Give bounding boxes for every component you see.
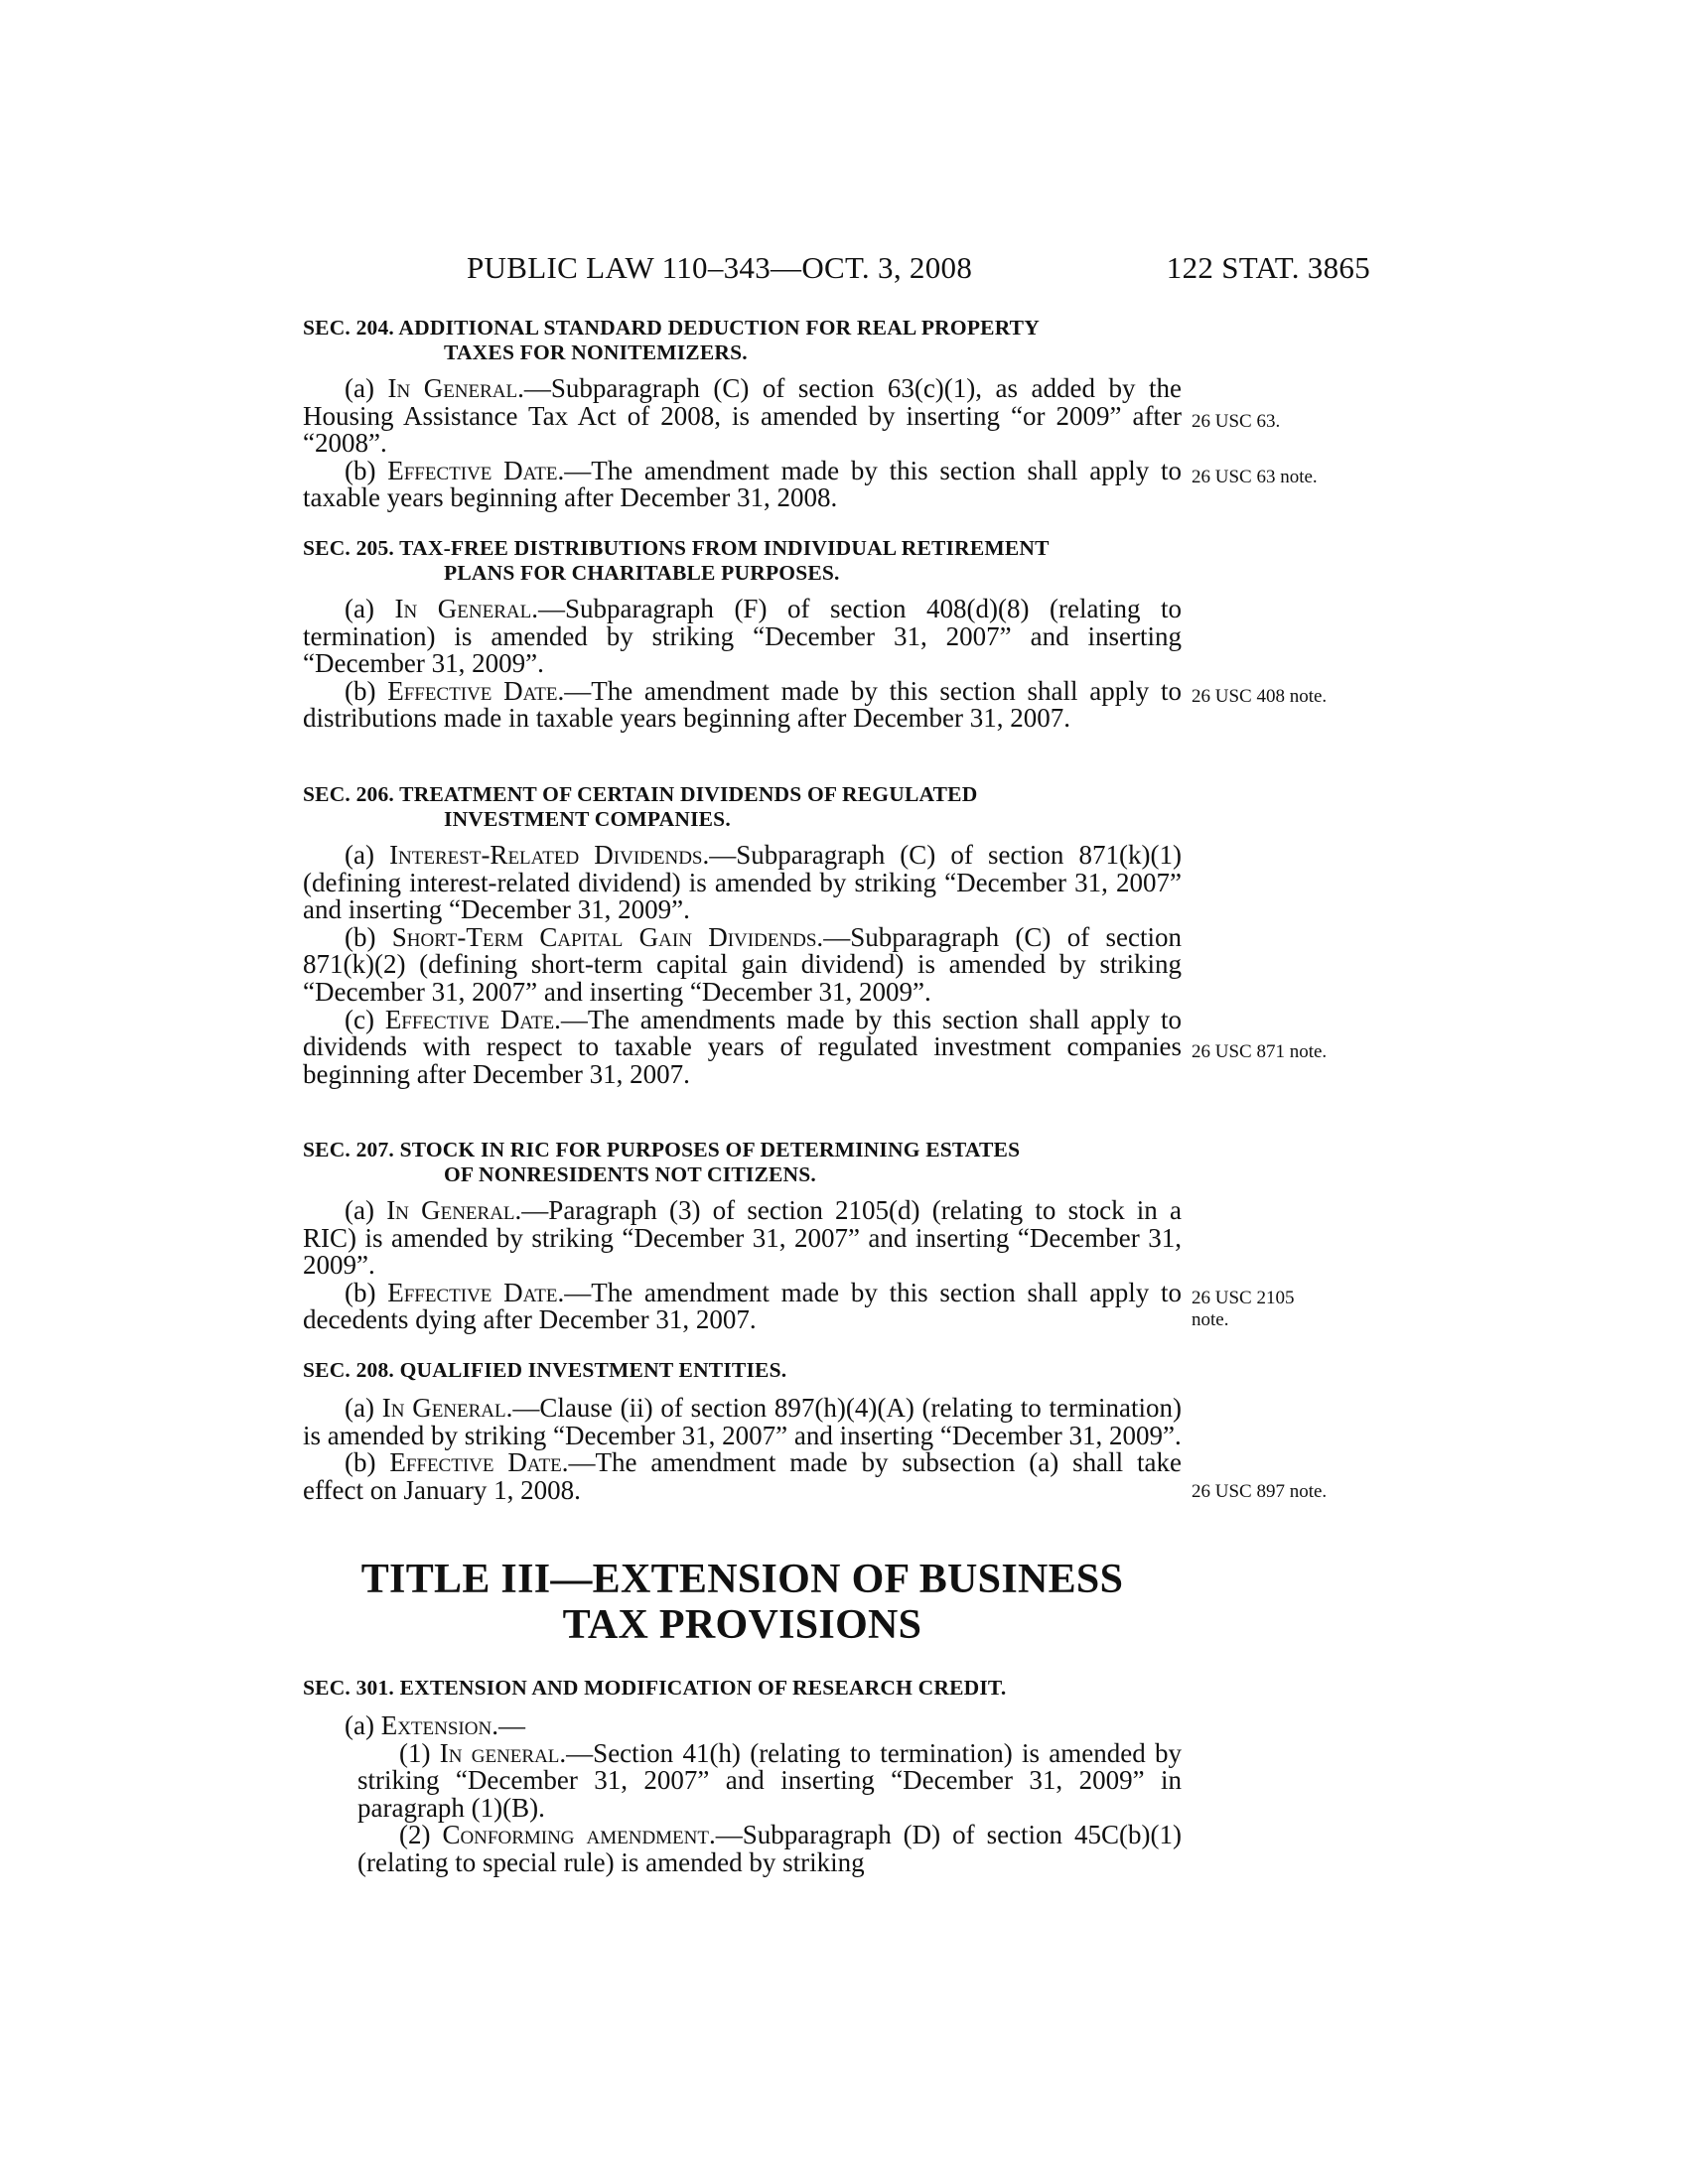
subsection-a: (a) In General.—Subparagraph (F) of section 408(d)(8) (relating to termination) is amended by striking “December 31, 2007” and inserting “December 31, 2009”. <box>303 594 1183 679</box>
section-heading: SEC. 205. TAX-FREE DISTRIBUTIONS FROM INDIVIDUAL RETIREMENT PLANS FOR CHARITABLE PURPOSES. <box>303 536 1050 585</box>
subsection-a: (a) Extension.— <box>345 1710 525 1740</box>
subsection-a: (a) In General.—Clause (ii) of section 897(h)(4)(A) (relating to termination) is amended by striking “December 31, 2007” and inserting “December 31, 2009”. <box>303 1393 1182 1450</box>
subsection-b: (b) Effective Date.—The amendment made by this section shall apply to taxable years beginning after December 31, 2008. <box>303 455 1183 513</box>
title-heading: TITLE III—EXTENSION OF BUSINESS TAX PROVISIONS <box>360 1557 1124 1648</box>
section-205 <box>303 536 1182 733</box>
margin-note: 26 USC 63 note. <box>1192 467 1318 487</box>
page-number: 122 STAT. 3865 <box>1166 250 1370 285</box>
section-207 <box>303 1138 1182 1334</box>
paragraph-2: (2) Conforming amendment.—Subparagraph (D) of section 45C(b)(1) (relating to special rule) is amended by striking <box>357 1820 1182 1877</box>
margin-note: 26 USC 897 note. <box>1192 1481 1328 1502</box>
paragraph-1: (1) In general.—Section 41(h) (relating to termination) is amended by striking “December 31, 2007” and inserting “December 31, 2009” in paragraph (1)(B). <box>357 1737 1182 1823</box>
section-heading: SEC. 301. EXTENSION AND MODIFICATION OF RESEARCH CREDIT. <box>303 1676 1007 1700</box>
subsection-b: (b) Effective Date.—The amendment made by this section shall apply to distributions made in taxable years beginning after December 31, 2007. <box>303 675 1183 734</box>
subsection-a: (a) In General.—Paragraph (3) of section 2105(d) (relating to stock in a RIC) is amended by striking “December 31, 2007” and inserting “December 31, 2009”. <box>303 1195 1182 1281</box>
section-204 <box>303 316 1182 512</box>
subsection-b: (b) Short-Term Capital Gain Dividends.—Subparagraph (C) of section 871(k)(2) (defining short-term capital gain dividend) is amended by striking “December 31, 2007” and inserting “December 31, 2009”. <box>303 921 1182 1007</box>
section-301 <box>303 1676 1182 1877</box>
section-heading: SEC. 207. STOCK IN RIC FOR PURPOSES OF DETERMINING ESTATES OF NONRESIDENTS NOT CITIZENS. <box>303 1138 1021 1186</box>
running-head: PUBLIC LAW 110–343—OCT. 3, 2008 <box>467 250 973 285</box>
margin-note: 26 USC 2105 note. <box>1192 1288 1295 1330</box>
section-heading: SEC. 208. QUALIFIED INVESTMENT ENTITIES. <box>303 1358 787 1382</box>
margin-note: 26 USC 871 note. <box>1192 1041 1328 1062</box>
page-header <box>467 250 1370 290</box>
section-heading: SEC. 204. ADDITIONAL STANDARD DEDUCTION FOR REAL PROPERTY TAXES FOR NONITEMIZERS. <box>303 316 1040 364</box>
subsection-b: (b) Effective Date.—The amendment made by this section shall apply to decedents dying after December 31, 2007. <box>303 1277 1183 1335</box>
subsection-a: (a) In General.—Subparagraph (C) of section 63(c)(1), as added by the Housing Assistance Tax Act of 2008, is amended by inserting “or 2009” after “2008”. <box>303 373 1182 459</box>
subsection-a: (a) Interest-Related Dividends.—Subparagraph (C) of section 871(k)(1) (defining interest-related dividend) is amended by striking “December 31, 2007” and inserting “December 31, 2009”. <box>303 840 1182 925</box>
subsection-b: (b) Effective Date.—The amendment made by subsection (a) shall take effect on January 1, 2008. <box>303 1447 1182 1505</box>
margin-note: 26 USC 408 note. <box>1192 686 1328 707</box>
section-206 <box>303 782 1182 1088</box>
section-208 <box>303 1358 1182 1504</box>
subsection-c: (c) Effective Date.—The amendments made by this section shall apply to dividends with respect to taxable years of regulated investment companies beginning after December 31, 2007. <box>303 1004 1182 1089</box>
section-heading: SEC. 206. TREATMENT OF CERTAIN DIVIDENDS OF REGULATED INVESTMENT COMPANIES. <box>303 782 978 831</box>
margin-note: 26 USC 63. <box>1192 411 1281 432</box>
